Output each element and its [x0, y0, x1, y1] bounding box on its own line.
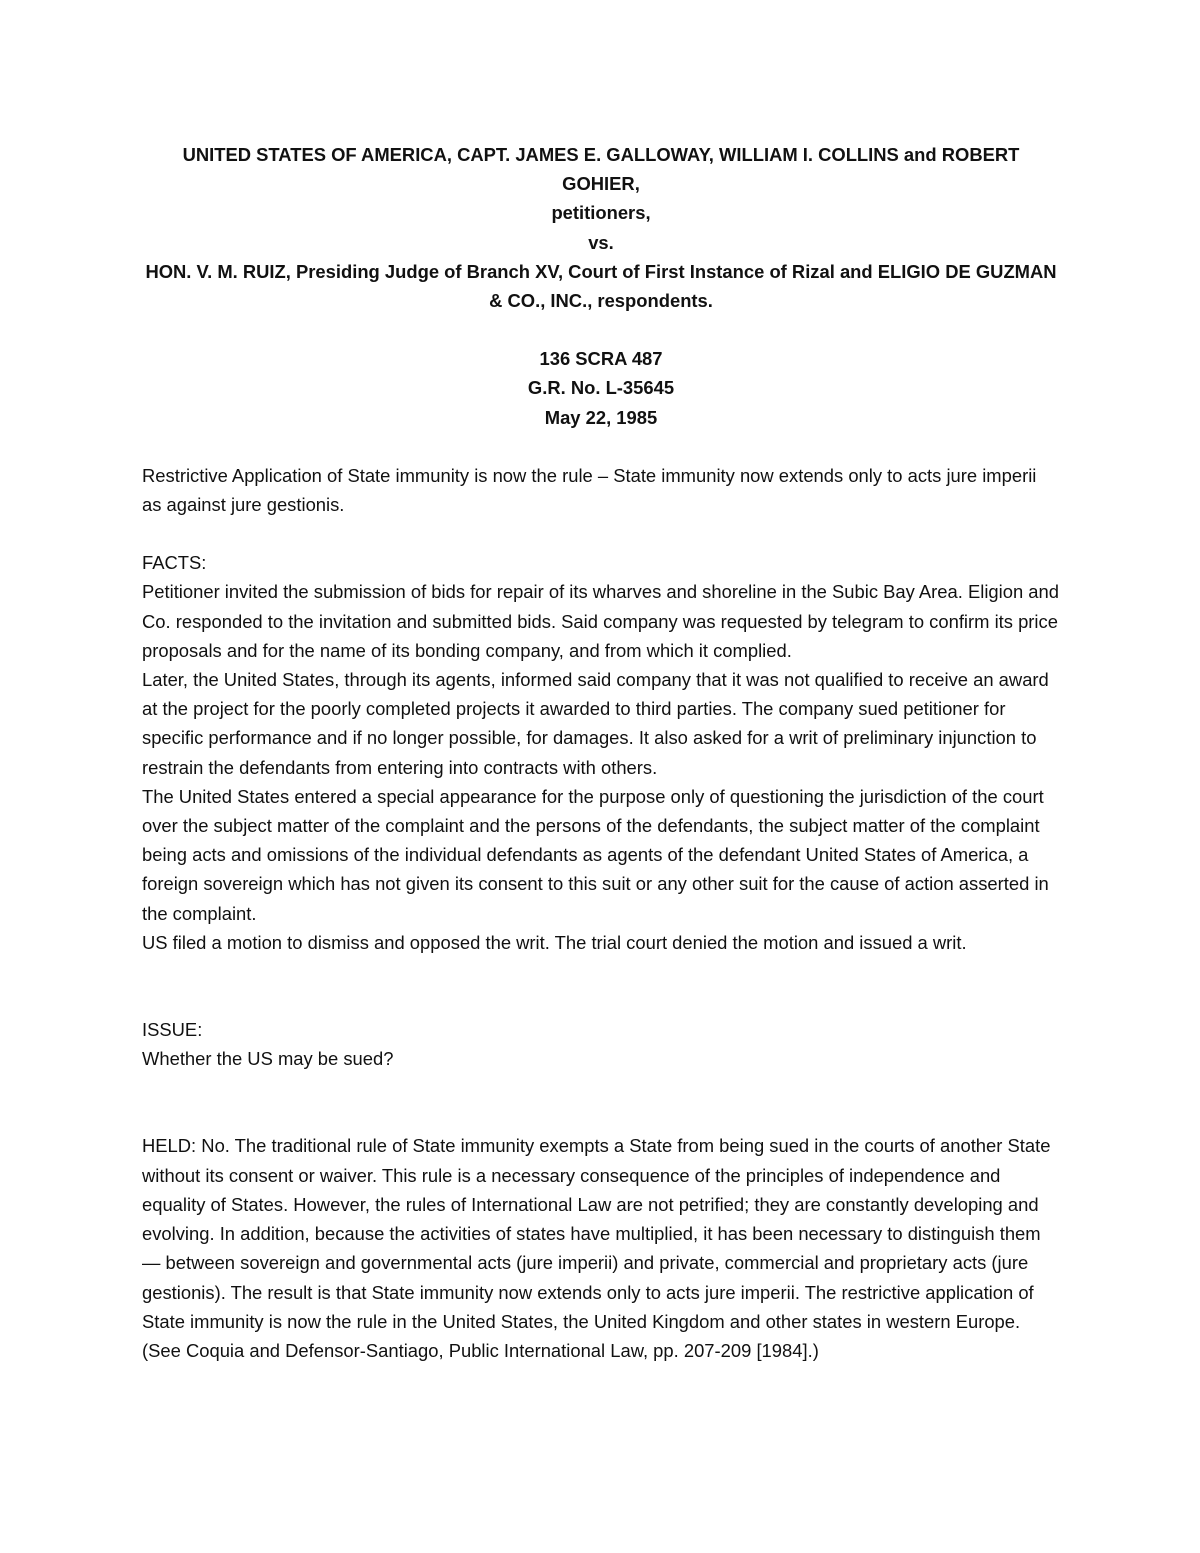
- held-label: HELD:: [142, 1135, 197, 1157]
- case-caption: [142, 140, 1060, 315]
- gr-number: G.R. No. L-35645: [527, 377, 675, 399]
- held-paragraph: [142, 1131, 1060, 1365]
- respondents-line-1: HON. V. M. RUIZ, Presiding Judge of Branch XV, Court of First Instance of Rizal and ELIGIO DE GUZMAN: [145, 260, 1057, 282]
- versus-line: vs.: [588, 231, 614, 253]
- held-text: No. The traditional rule of State immunity exempts a State from being sued in the courts of another State without its consent or waiver. This rule is a necessary consequence of the principles of independence and equality of States. However, the rules of International Law are not petrified; they are constantly developing and evolving. In addition, because the activities of states have multiplied, it has been necessary to distinguish them — between sovereign and governmental acts (jure imperii) and private, commercial and proprietary acts (jure gestionis). The result is that State immunity now extends only to acts jure imperii. The restrictive application of State immunity is now the rule in the United States, the United Kingdom and other states in western Europe. (See Coquia and Defensor-Santiago, Public International Law, pp. 207-209 [1984].): [142, 1135, 1051, 1361]
- issue-section: [142, 1015, 1060, 1073]
- facts-section: [142, 548, 1060, 957]
- decision-date: May 22, 1985: [544, 406, 658, 428]
- issue-heading: ISSUE:: [142, 1019, 203, 1041]
- facts-paragraph: Petitioner invited the submission of bids for repair of its wharves and shoreline in the Subic Bay Area. Eligion and Co. responded to the invitation and submitted bids. Said company was requested by telegram to confirm its price proposals and for the name of its bonding company, and from which it complied.: [142, 581, 1059, 661]
- scra-citation: 136 SCRA 487: [539, 348, 663, 370]
- facts-heading: FACTS:: [142, 552, 207, 574]
- held-section: [142, 1131, 1060, 1365]
- document-page: [142, 140, 1060, 1365]
- doctrine-statement: Restrictive Application of State immunity is now the rule – State immunity now extends only to acts jure imperii as against jure gestionis.: [142, 464, 1037, 516]
- facts-paragraph: Later, the United States, through its agents, informed said company that it was not qualified to receive an award at the project for the poorly completed projects it awarded to third parties. The company sued petitioner for specific performance and if no longer possible, for damages. It also asked for a writ of preliminary injunction to restrain the defendants from entering into contracts with others.: [142, 669, 1049, 778]
- respondents-line-2: & CO., INC., respondents.: [489, 290, 713, 312]
- petitioners-line: UNITED STATES OF AMERICA, CAPT. JAMES E. GALLOWAY, WILLIAM I. COLLINS and ROBERT GOHIER,: [182, 144, 1020, 195]
- facts-paragraph: US filed a motion to dismiss and opposed the writ. The trial court denied the motion and issued a writ.: [142, 931, 967, 953]
- case-citation: [142, 344, 1060, 432]
- issue-text: Whether the US may be sued?: [142, 1048, 394, 1070]
- petitioners-role: petitioners,: [551, 202, 651, 224]
- facts-paragraph: The United States entered a special appearance for the purpose only of questioning the jurisdiction of the court over the subject matter of the complaint and the persons of the defendants, the subject matter of the complaint being acts and omissions of the individual defendants as agents of the defendant United States of America, a foreign sovereign which has not given its consent to this suit or any other suit for the cause of action asserted in the complaint.: [142, 785, 1049, 924]
